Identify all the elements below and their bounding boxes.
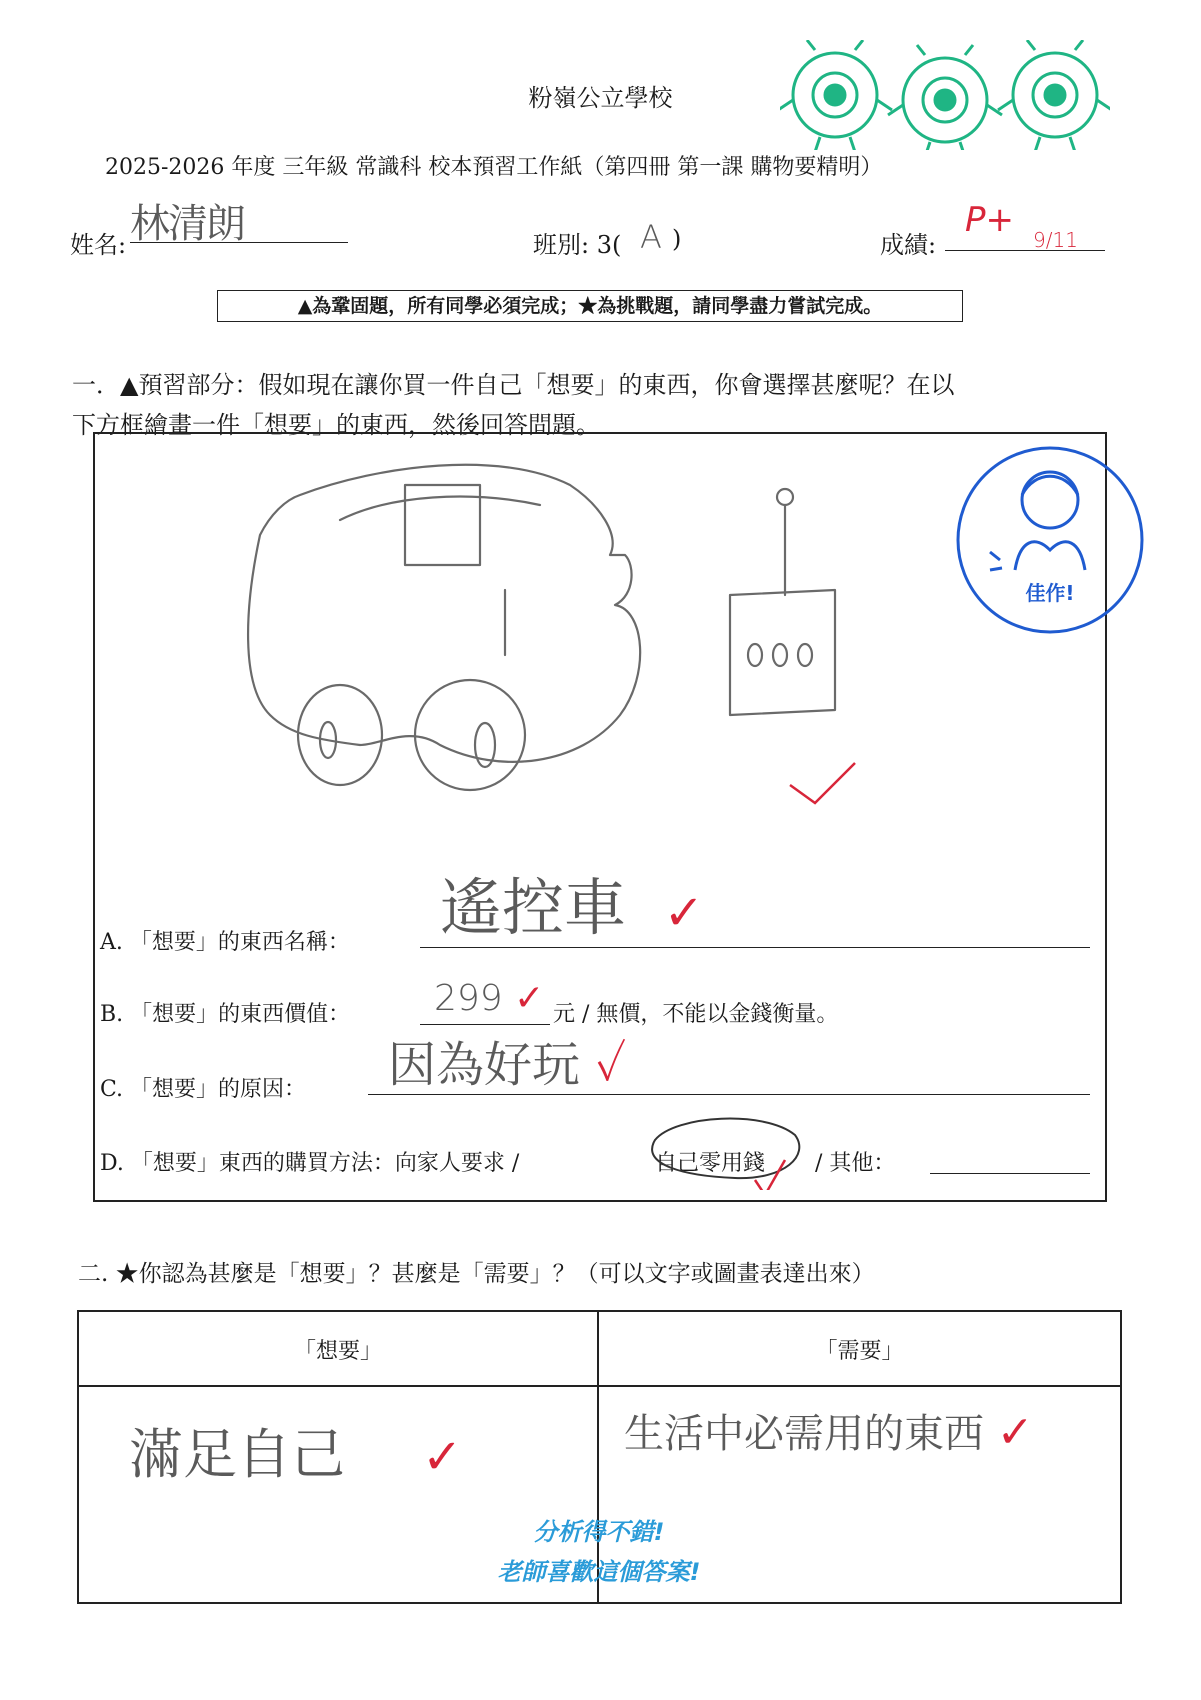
qD-circle-mark <box>635 1110 815 1190</box>
score-label: 成績: <box>880 231 937 259</box>
need-answer-cell[interactable] <box>624 1402 1114 1459</box>
score-date: 9/11 <box>1033 228 1078 252</box>
qD-suffix: / 其他： <box>815 1151 896 1176</box>
teacher-comment-2: 老師喜歡這個答案! <box>497 1558 701 1586</box>
class-close: ) <box>672 225 682 253</box>
qD-circled-text: 自己零用錢 <box>655 1151 766 1176</box>
worksheet-title: 2025-2026 年度 三年級 常識科 校本預習工作紙（第四冊 第一課 購物要精明） <box>105 155 883 180</box>
qD-label: D. 「想要」東西的購買方法：向家人要求 / <box>100 1151 520 1176</box>
need-answer: 生活中必需用的東西 <box>624 1411 984 1457</box>
qC-tick: ✓ <box>595 1037 627 1093</box>
excellent-stamp <box>950 440 1150 640</box>
qC-answer-field[interactable] <box>368 1035 1090 1095</box>
want-tick: ✓ <box>422 1429 463 1485</box>
score-field[interactable] <box>945 200 1105 251</box>
qA-answer: 遙控車 <box>440 871 627 944</box>
stamp-label: 佳作! <box>1025 581 1075 605</box>
qA-tick: ✓ <box>663 885 704 941</box>
qD-other-field[interactable] <box>930 1145 1090 1174</box>
score-grade: P+ <box>965 200 1014 240</box>
table-header-rule <box>79 1385 1120 1387</box>
qB-label: B. 「想要」的東西價值： <box>100 1002 351 1027</box>
section1-prompt-line1: 一．▲預習部分：假如現在讓你買一件自己「想要」的東西，你會選擇甚麼呢？在以 <box>72 371 955 399</box>
want-answer: 滿足自己 <box>129 1423 345 1486</box>
class-label: 班別: 3( <box>533 231 622 259</box>
section2-prompt: 二. ★你認為甚麼是「想要」？甚麼是「需要」？（可以文字或圖畫表達出來） <box>78 1261 875 1287</box>
qB-suffix: 元 / 無價，不能以金錢衡量。 <box>553 1002 839 1027</box>
qC-answer: 因為好玩 <box>388 1037 581 1093</box>
qB-tick: ✓ <box>514 978 545 1019</box>
qA-answer-field[interactable] <box>420 868 1090 948</box>
instruction-banner: ▲為鞏固題，所有同學必須完成；★為挑戰題，請同學盡力嘗試完成。 <box>217 290 963 322</box>
name-label: 姓名: <box>70 231 127 259</box>
monster-stamps <box>780 40 1110 150</box>
col-want-header: 「想要」 <box>293 1339 382 1364</box>
qB-answer-field[interactable] <box>420 975 550 1025</box>
student-drawing <box>240 445 890 805</box>
name-field[interactable]: 林清朗 <box>130 192 348 243</box>
want-need-table <box>77 1310 1122 1604</box>
qC-label: C. 「想要」的原因： <box>100 1077 307 1102</box>
need-tick: ✓ <box>996 1407 1034 1458</box>
school-name: 粉嶺公立學校 <box>528 84 673 112</box>
section1-prompt-line2: 下方框繪畫一件「想要」的東西，然後回答問題。 <box>72 411 600 439</box>
col-need-header: 「需要」 <box>815 1339 904 1364</box>
class-field[interactable]: A <box>640 218 662 256</box>
want-answer-cell[interactable] <box>129 1412 569 1489</box>
teacher-comment-1: 分析得不錯! <box>533 1518 665 1546</box>
qB-answer: 299 <box>434 978 503 1019</box>
qA-label: A. 「想要」的東西名稱： <box>100 930 350 955</box>
